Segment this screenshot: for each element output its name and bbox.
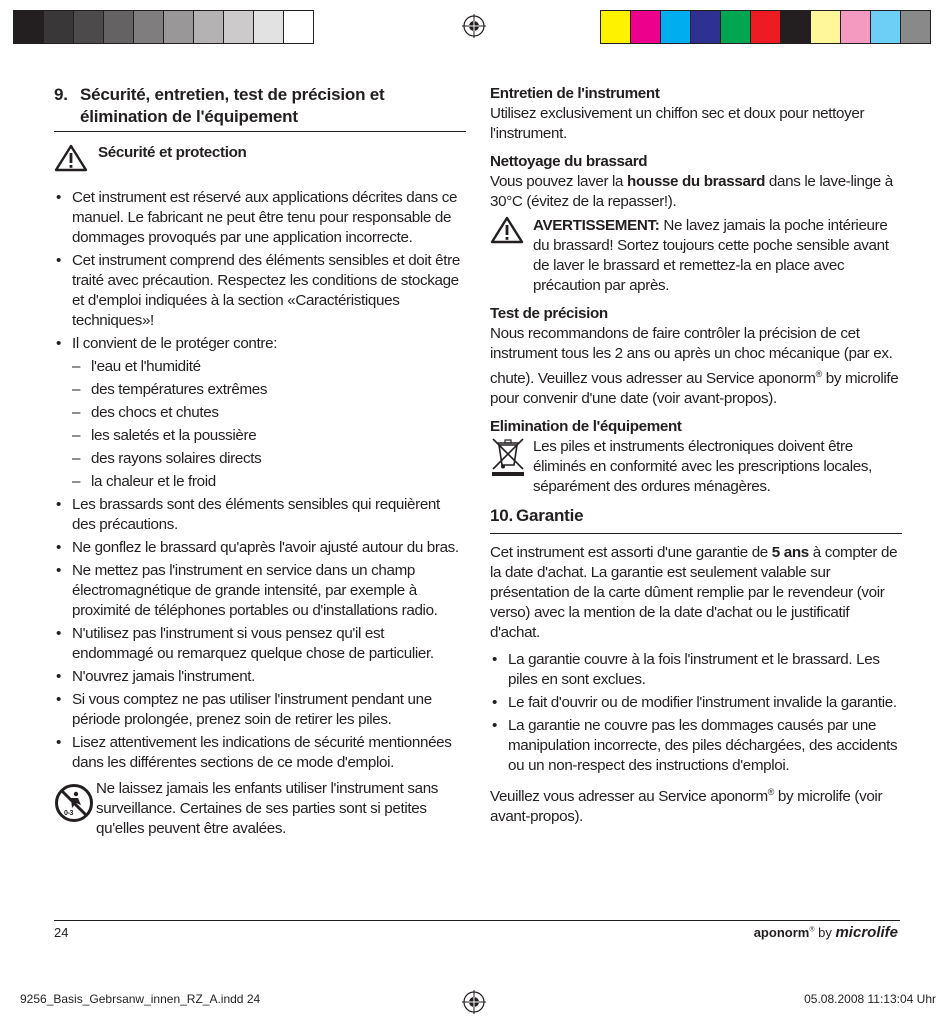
grey-swatch [254,11,284,43]
section-number: 10. [490,506,514,526]
list-item: – des chocs et chutes [54,403,466,423]
slug-filename: 9256_Basis_Gebrsanw_innen_RZ_A.indd 24 [20,992,261,1006]
color-swatch [661,11,691,43]
brand-by: by [814,925,836,940]
slug-datetime: 05.08.2008 11:13:04 Uhr [804,992,936,1006]
cuff-cleaning-text [490,172,902,212]
list-item: • Le fait d'ouvrir ou de modifier l'instrument invalide la garantie. [490,693,902,713]
right-column [490,84,902,827]
cuff-warning-text [533,216,902,296]
list-item: • Si vous comptez ne pas utiliser l'instrument pendant une période prolongée, prenez soin de retirer les piles. [54,690,466,730]
list-item: • Cet instrument comprend des éléments sensibles et doit être traité avec précaution. Respectez les conditions de stockage et d'emploi indiquées à la section «Caractéristiques techniques»! [54,251,466,331]
footer-rule [54,920,900,921]
page-number: 24 [54,925,69,940]
safety-bullet-list [54,188,466,354]
text-run: à compter de la date d'achat. La garantie est seulement valable sur présentation de la carte dûment remplie par le revendeur (voir verso) avec la mention de la date d'achat ou le justificatif d'achat. [490,544,898,642]
list-item: • Cet instrument est réservé aux applications décrites dans ce manuel. Le fabricant ne peut être tenu pour responsable de dommages provoqués par une application incorrecte. [54,188,466,248]
warning-triangle-icon [490,216,524,244]
color-swatch [601,11,631,43]
color-swatch [721,11,751,43]
list-item: – les saletés et la poussière [54,426,466,446]
text-run: Ne lavez jamais la poche intérieure du brassard! Sortez toujours cette poche sensible avant de laver le brassard et remettez-la en place avec précaution par après. [533,217,889,294]
maintenance-heading: Entretien de l'instrument [490,85,660,102]
registered-mark: ® [809,926,815,934]
text-run: Veuillez vous adresser au Service aponorm [490,788,768,806]
color-calibration-bar [600,10,931,44]
list-item: • N'utilisez pas l'instrument si vous pensez qu'il est endommagé ou remarquez quelque chose de particulier. [54,624,466,664]
grey-swatch [44,11,74,43]
warning-triangle-icon [54,144,88,172]
list-item: • N'ouvrez jamais l'instrument. [54,667,466,687]
brand-logo [754,924,898,941]
color-swatch [811,11,841,43]
maintenance-text: Utilisez exclusivement un chiffon sec et doux pour nettoyer l'instrument. [490,105,865,142]
list-item: • Ne gonflez le brassard qu'après l'avoir ajusté autour du bras. [54,538,466,558]
list-item: – des températures extrêmes [54,380,466,400]
list-item: • La garantie couvre à la fois l'instrument et le brassard. Les piles en sont exclues. [490,650,902,690]
section-title: Garantie [516,506,584,526]
list-item: • Ne mettez pas l'instrument en service dans un champ électromagnétique de grande intensité, par exemple à proximité de téléphones portables ou d'installations radio. [54,561,466,621]
accuracy-test-heading: Test de précision [490,305,608,322]
color-swatch [841,11,871,43]
left-column [54,84,466,839]
color-swatch [691,11,721,43]
list-item: – des rayons solaires directs [54,449,466,469]
safety-bullet-list-continued [54,495,466,773]
list-item: • Lisez attentivement les indications de sécurité mentionnées dans les différentes sections de ce mode d'emploi. [54,733,466,773]
text-run: Nous recommandons de faire contrôler la précision de cet instrument tous les 2 ans ou après un choc mécanique (par ex. chute). Veuillez vous adresser au Service aponorm [490,325,893,388]
section-number: 9. [54,85,68,104]
brand-name: aponorm [753,925,810,940]
disposal-text: Les piles et instruments électroniques doivent être éliminés en conformité avec les prescriptions locales, séparément des ordures ménagères. [533,438,873,496]
crossed-bin-icon [490,437,526,477]
emphasis-text: housse du brassard [627,173,766,190]
cuff-cleaning-heading: Nettoyage du brassard [490,153,648,170]
disposal-heading: Elimination de l'équipement [490,418,682,436]
grey-swatch [164,11,194,43]
cuff-warning-row [490,216,902,296]
safety-heading-row [54,144,466,172]
safety-heading: Sécurité et protection [98,144,247,161]
grey-swatch [194,11,224,43]
color-swatch [631,11,661,43]
heading-rule [490,533,902,534]
registered-mark: ® [767,787,775,798]
protection-dash-list [54,357,466,492]
list-item: – l'eau et l'humidité [54,357,466,377]
color-swatch [871,11,901,43]
child-warning-row [54,779,466,839]
registered-mark: ® [815,369,822,379]
grey-swatch [14,11,44,43]
text-run: by microlife (voir avant-propos). [490,788,883,826]
color-swatch [751,11,781,43]
brand-company: microlife [835,924,898,941]
warranty-intro [490,543,902,643]
section-10-heading [490,505,902,527]
no-children-icon [54,783,94,823]
text-run: dans le lave-linge à 30°C (évitez de la repasser!). [490,173,893,210]
registration-mark-icon [462,14,486,38]
grey-swatch [104,11,134,43]
section-9-heading [54,84,466,128]
text-run: by microlife pour convenir d'une date (voir avant-propos). [490,370,899,408]
grey-swatch [74,11,104,43]
emphasis-text: 5 ans [771,544,809,562]
heading-rule [54,131,466,132]
service-contact-text [490,782,902,827]
grey-swatch [284,11,313,43]
list-item: • Il convient de le protéger contre: [54,334,466,354]
warranty-bullet-list [490,650,902,776]
grayscale-calibration-bar [13,10,314,44]
age-label: 0-3 [64,810,74,817]
disposal-row [490,437,902,497]
grey-swatch [224,11,254,43]
list-item: – la chaleur et le froid [54,472,466,492]
list-item: • Les brassards sont des éléments sensibles qui requièrent des précautions. [54,495,466,535]
color-swatch [901,11,930,43]
child-warning-text: Ne laissez jamais les enfants utiliser l'instrument sans surveillance. Certaines de ses parties sont si petites qu'elles peuvent être avalées. [96,780,439,837]
list-item: • La garantie ne couvre pas les dommages causés par une manipulation incorrecte, des piles déchargées, des accidents ou un non-respect des instructions d'emploi. [490,716,902,776]
color-swatch [781,11,811,43]
text-run: Vous pouvez laver la [490,173,628,190]
registration-mark-icon [462,990,486,1014]
text-run: Cet instrument est assorti d'une garantie de [490,544,772,562]
section-title: Sécurité, entretien, test de précision et élimination de l'équipement [80,85,385,126]
accuracy-test-text [490,324,902,409]
warning-label: AVERTISSEMENT: [533,217,660,234]
grey-swatch [134,11,164,43]
